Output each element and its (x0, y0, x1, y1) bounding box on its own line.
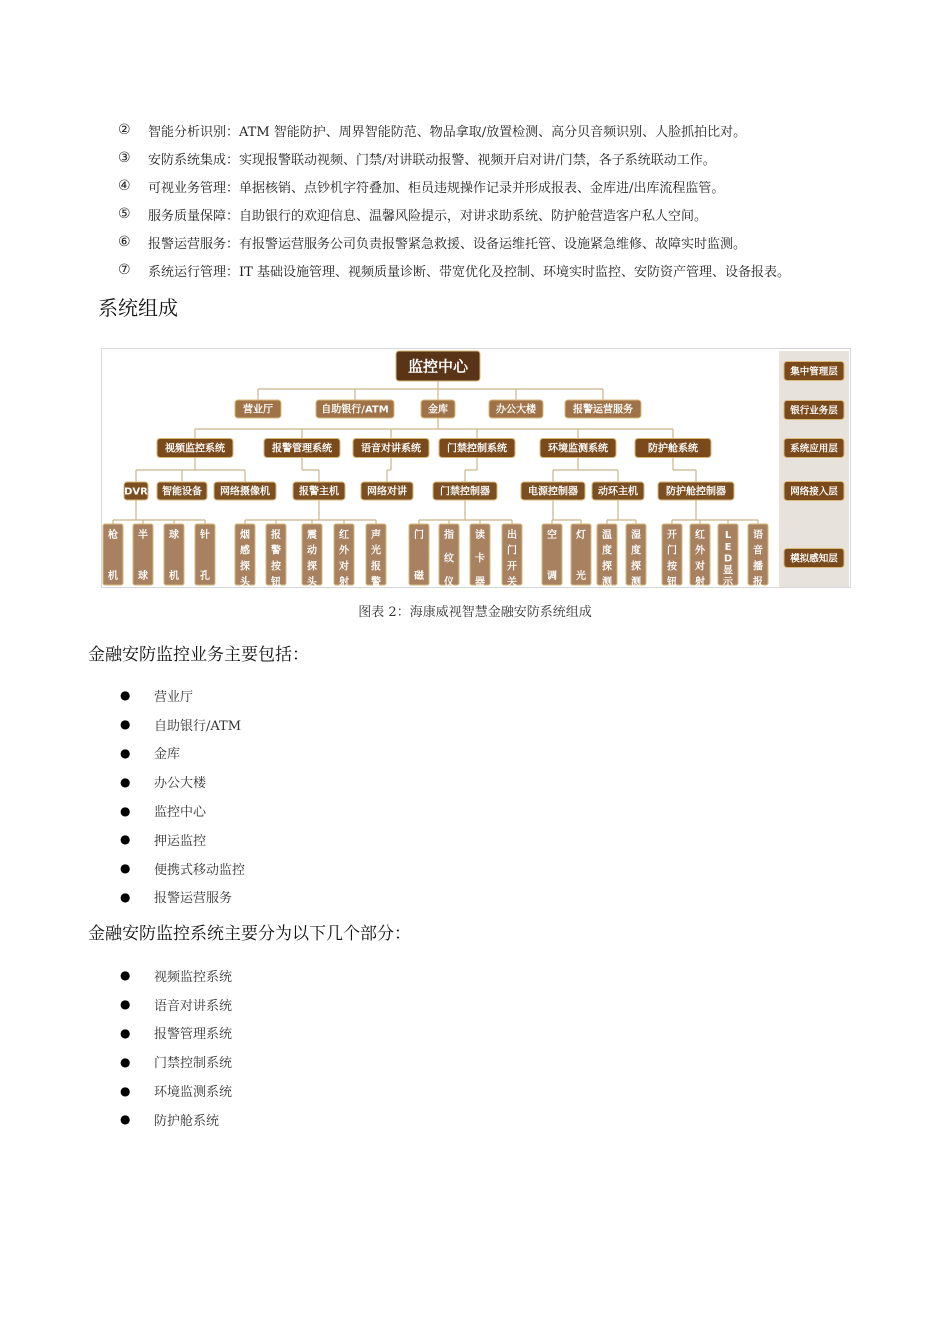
list-item (120, 854, 720, 883)
sensor-node-label: 门 (507, 545, 517, 557)
sensor-node-label: 示 (723, 577, 733, 588)
sensor-node-label: 灯 (576, 530, 586, 541)
sensor-node-label: 对 (339, 561, 349, 573)
sensor-node-label: 关 (507, 577, 517, 588)
sensor-node-label: 报 (371, 561, 381, 573)
device-node-label: 门禁控制器 (440, 486, 490, 498)
list-item-text: 自助银行/ATM (154, 718, 242, 734)
list-item-text: 防护舱系统 (154, 1113, 220, 1129)
sensor-node-label: 半 (138, 530, 148, 541)
bullet-icon: ● (120, 688, 131, 703)
list-item (120, 1105, 720, 1134)
numbered-item (118, 172, 918, 200)
sensor-node-label: L (724, 530, 732, 541)
sensor-node-label: 测 (631, 577, 641, 588)
sensor-node-label: 磁 (414, 571, 424, 582)
list-item (120, 1076, 720, 1105)
list-item-text: 门禁控制系统 (154, 1056, 233, 1072)
device-node-label: 动环主机 (598, 486, 638, 498)
sensor-node-label: 红 (339, 530, 349, 541)
bullet-icon: ● (120, 832, 131, 847)
bullet-icon: ● (120, 717, 131, 732)
item-number: ② (118, 122, 131, 138)
system-architecture-diagram (101, 348, 851, 588)
sensor-node-label: 机 (169, 571, 179, 582)
sensor-node-label: 探 (307, 561, 317, 573)
list-item (120, 796, 720, 825)
list-item (120, 739, 720, 768)
system-node-label: 报警管理系统 (272, 443, 332, 455)
system-node-label: 语音对讲系统 (361, 443, 421, 455)
business-node-label: 自助银行/ATM (321, 404, 389, 416)
list-item-text: 语音对讲系统 (154, 998, 233, 1014)
center-node-label: 监控中心 (407, 357, 469, 376)
sensor-node-label: 卡 (475, 553, 485, 565)
bullet-icon: ● (120, 803, 131, 818)
list-item-text: 金库 (154, 747, 181, 763)
device-node-label: 智能设备 (162, 486, 202, 498)
diagram-canvas (102, 349, 852, 589)
system-node-label: 防护舱系统 (648, 443, 698, 455)
bullet-icon: ● (120, 774, 131, 789)
numbered-item (118, 144, 918, 172)
item-number: ④ (118, 178, 131, 194)
item-number: ⑥ (118, 234, 131, 250)
item-text: 系统运行管理：IT 基础设施管理、视频质量诊断、带宽优化及控制、环境实时监控、安防资产管理、设备报表。 (148, 264, 790, 280)
system-node-label: 门禁控制系统 (447, 443, 507, 455)
sensor-node-label: 动 (307, 545, 317, 557)
sensor-node-label: 音 (753, 545, 763, 557)
system-node-label: 视频监控系统 (165, 443, 225, 455)
sensor-node-label: 开 (507, 561, 517, 573)
layer-label-label: 集中管理层 (790, 366, 838, 378)
sensor-node-label: 播 (753, 561, 763, 573)
list-item-text: 监控中心 (154, 805, 207, 821)
list-item-text: 报警运营服务 (154, 891, 233, 907)
device-node-label: 报警主机 (299, 486, 339, 498)
business-heading: 金融安防监控业务主要包括： (88, 645, 309, 665)
bullet-icon: ● (120, 1054, 131, 1069)
list-item-text: 报警管理系统 (154, 1027, 233, 1043)
layer-label-label: 模拟感知层 (790, 553, 838, 565)
list-item (120, 710, 720, 739)
item-text: 可视业务管理：单据核销、点钞机字符叠加、柜员违规操作记录并形成报表、金库进/出库流程监管。 (148, 180, 725, 196)
sensor-node-label: 机 (108, 571, 118, 582)
bullet-icon: ● (120, 968, 131, 983)
item-text: 安防系统集成：实现报警联动视频、门禁/对讲联动报警、视频开启对讲/门禁，各子系统联动工作。 (148, 152, 716, 168)
business-node-label: 营业厅 (243, 404, 273, 416)
list-item (120, 883, 720, 912)
sensor-node-label: 语 (753, 530, 763, 541)
sensor-node-label: 孔 (200, 571, 210, 582)
device-node-label: DVR (124, 486, 148, 498)
system-node-label: 环境监测系统 (548, 443, 608, 455)
sensor-node-label: 器 (475, 577, 485, 588)
sensor-node-label: 显 (723, 565, 733, 577)
business-node-label: 办公大楼 (496, 404, 536, 416)
list-item (120, 767, 720, 796)
bullet-icon: ● (120, 745, 131, 760)
sensor-node-label: 按 (271, 561, 281, 573)
sensor-node-label: 探 (602, 561, 612, 573)
device-node-label: 电源控制器 (528, 486, 578, 498)
sensor-node-label: 外 (695, 545, 705, 557)
sensor-node-label: 球 (138, 571, 148, 582)
sensor-node-label: 测 (602, 577, 612, 588)
sensor-node-label: 钮 (271, 577, 281, 588)
list-item (120, 681, 720, 710)
list-item-text: 便携式移动监控 (154, 862, 246, 878)
sensor-node-label: 射 (339, 577, 349, 588)
sensor-node-label: 纹 (444, 553, 454, 565)
numbered-item (118, 116, 918, 144)
sensor-node-label: 头 (307, 577, 317, 588)
sensor-node-label: 头 (240, 577, 250, 588)
list-item-text: 环境监测系统 (154, 1085, 233, 1101)
layer-label-label: 网络接入层 (790, 486, 838, 498)
sensor-node-label: 门 (414, 530, 424, 541)
numbered-item (118, 200, 918, 228)
business-list (120, 681, 720, 911)
bullet-icon: ● (120, 997, 131, 1012)
bullet-icon: ● (120, 1083, 131, 1098)
list-item (120, 961, 720, 990)
sensor-node-label: 警 (371, 577, 381, 588)
item-text: 智能分析识别：ATM 智能防护、周界智能防范、物品拿取/放置检测、高分贝音频识别、人脸抓拍比对。 (148, 124, 747, 140)
item-number: ③ (118, 150, 131, 166)
sensor-node-label: 开 (667, 530, 677, 541)
sensor-node-label: 调 (547, 571, 557, 582)
bullet-icon: ● (120, 889, 131, 904)
list-item-text: 营业厅 (154, 689, 194, 705)
sensor-node-label: 针 (200, 530, 210, 541)
sensor-node-label: D (723, 553, 733, 565)
list-item-text: 视频监控系统 (154, 969, 233, 985)
device-node-label: 防护舱控制器 (666, 486, 726, 498)
sensor-node-label: 钮 (667, 577, 677, 588)
sensor-node-label: 枪 (108, 530, 118, 541)
item-text: 报警运营服务：有报警运营服务公司负责报警紧急救援、设备运维托管、设施紧急维修、故障实时监测。 (148, 236, 747, 252)
sensor-node-label: 红 (695, 530, 705, 541)
sensor-node-label: E (724, 541, 732, 553)
item-text: 服务质量保障：自助银行的欢迎信息、温馨风险提示，对讲求助系统、防护舱营造客户私人空间。 (148, 208, 708, 224)
list-item (120, 1019, 720, 1048)
systems-heading: 金融安防监控系统主要分为以下几个部分： (88, 924, 411, 944)
item-number: ⑦ (118, 262, 131, 278)
numbered-item (118, 228, 918, 256)
list-item-text: 办公大楼 (154, 776, 207, 792)
list-item-text: 押运监控 (154, 833, 207, 849)
device-node-label: 网络摄像机 (220, 486, 270, 498)
sensor-node-label: 探 (631, 561, 641, 573)
layer-label-label: 系统应用层 (790, 443, 838, 455)
sensor-node-label: 射 (695, 577, 705, 588)
layer-label-label: 银行业务层 (790, 405, 838, 417)
sensor-node-label: 温 (602, 530, 612, 541)
list-item (120, 825, 720, 854)
figure-caption: 图表 2：海康威视智慧金融安防系统组成 (358, 605, 592, 620)
sensor-node-label: 感 (240, 545, 250, 557)
sensor-node-label: 报 (753, 577, 763, 588)
business-node-label: 金库 (428, 404, 448, 416)
sensor-node-label: 球 (169, 530, 179, 541)
sensor-node-label: 震 (307, 530, 317, 541)
sensor-node-label: 湿 (631, 530, 641, 541)
device-node-label: 网络对讲 (367, 486, 407, 498)
sensor-node-label: 出 (507, 530, 517, 541)
numbered-list (118, 116, 918, 284)
sensor-node-label: 仪 (444, 577, 454, 588)
sensor-node-label: 度 (602, 545, 612, 557)
sensor-node-label: 空 (547, 530, 557, 541)
list-item (120, 1047, 720, 1076)
sensor-node-label: 对 (695, 561, 705, 573)
sensor-node-label: 烟 (240, 530, 250, 541)
sensor-node-label: 警 (271, 545, 281, 557)
sensor-node-label: 光 (371, 545, 381, 557)
sensor-node-label: 读 (475, 530, 485, 541)
sensor-node-label: 外 (339, 545, 349, 557)
item-number: ⑤ (118, 206, 131, 222)
sensor-node-label: 按 (667, 561, 677, 573)
sensor-node-label: 光 (576, 571, 586, 582)
sensor-node-label: 声 (371, 530, 381, 541)
list-item (120, 990, 720, 1019)
sensor-node-label: 度 (631, 545, 641, 557)
bullet-icon: ● (120, 1025, 131, 1040)
bullet-icon: ● (120, 1112, 131, 1127)
business-node-label: 报警运营服务 (573, 404, 633, 416)
sensor-node-label: 探 (240, 561, 250, 573)
sensor-node-label: 门 (667, 545, 677, 557)
sensor-node-label: 报 (271, 530, 281, 541)
bullet-icon: ● (120, 861, 131, 876)
numbered-item (118, 256, 918, 284)
sensor-node-label: 指 (444, 530, 454, 541)
section-title: 系统组成 (98, 296, 178, 320)
systems-list (120, 961, 720, 1134)
